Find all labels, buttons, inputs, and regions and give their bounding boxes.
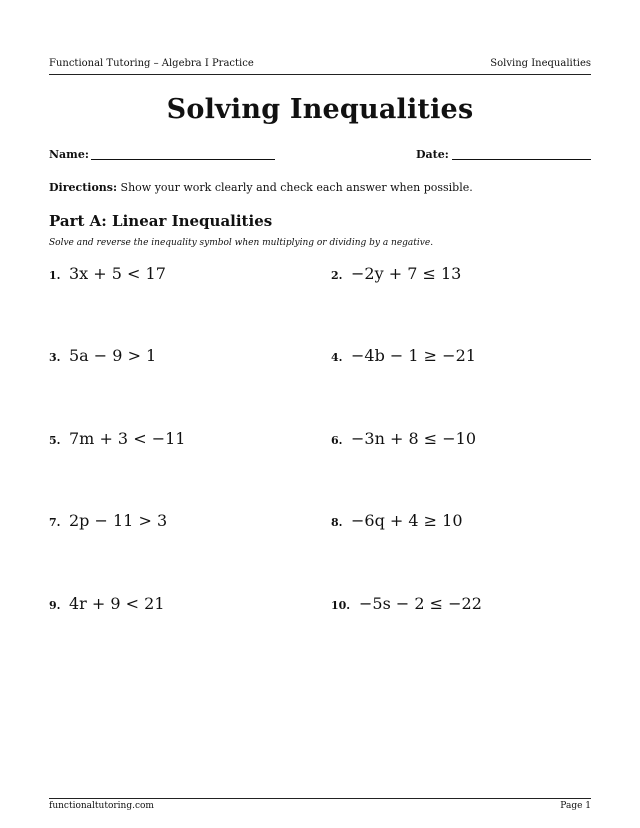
problem-number: 2.: [331, 269, 343, 282]
problem-3: [49, 346, 156, 366]
part-a-instruction: Solve and reverse the inequality symbol when multiplying or dividing by a negative.: [49, 238, 434, 248]
problem-expression: 3x + 5 < 17: [69, 264, 166, 283]
problem-8: [331, 511, 463, 531]
problem-number: 7.: [49, 516, 61, 529]
problem-7: [49, 511, 167, 531]
problem-expression: −2y + 7 ≤ 13: [351, 264, 462, 283]
problem-10: [331, 594, 482, 614]
problem-expression: −6q + 4 ≥ 10: [351, 511, 463, 530]
problem-5: [49, 429, 185, 449]
problem-expression: 4r + 9 < 21: [69, 594, 165, 613]
footer-page-number: Page 1: [560, 801, 591, 811]
problem-expression: −4b − 1 ≥ −21: [351, 346, 476, 365]
problem-number: 8.: [331, 516, 343, 529]
directions-label: Directions:: [49, 181, 118, 194]
problem-4: [331, 346, 476, 366]
name-date-row: [49, 148, 591, 162]
name-label: Name:: [49, 148, 89, 161]
problem-number: 10.: [331, 599, 351, 612]
problem-number: 4.: [331, 351, 343, 364]
directions-text: Show your work clearly and check each answer when possible.: [117, 181, 473, 194]
header-topic: Solving Inequalities: [490, 58, 591, 69]
directions: [49, 181, 473, 194]
page-header: [49, 58, 591, 75]
problem-number: 6.: [331, 434, 343, 447]
problem-6: [331, 429, 476, 449]
name-blank-line: [91, 159, 275, 160]
footer-website: functionaltutoring.com: [49, 801, 154, 811]
problem-expression: 5a − 9 > 1: [69, 346, 157, 365]
problem-1: [49, 264, 166, 284]
worksheet-title: Solving Inequalities: [166, 94, 474, 125]
header-course-title: Functional Tutoring – Algebra I Practice: [49, 58, 254, 69]
problem-expression: 2p − 11 > 3: [69, 511, 168, 530]
date-blank-line: [452, 159, 591, 160]
part-a-title: Part A: Linear Inequalities: [49, 212, 273, 230]
problem-2: [331, 264, 461, 284]
problem-number: 1.: [49, 269, 61, 282]
date-label: Date:: [416, 148, 449, 161]
problem-number: 5.: [49, 434, 61, 447]
problem-number: 9.: [49, 599, 61, 612]
problem-expression: −5s − 2 ≤ −22: [359, 594, 482, 613]
problem-9: [49, 594, 165, 614]
page-footer: [49, 798, 591, 811]
problem-expression: −3n + 8 ≤ −10: [351, 429, 476, 448]
problem-number: 3.: [49, 351, 61, 364]
problem-expression: 7m + 3 < −11: [69, 429, 186, 448]
